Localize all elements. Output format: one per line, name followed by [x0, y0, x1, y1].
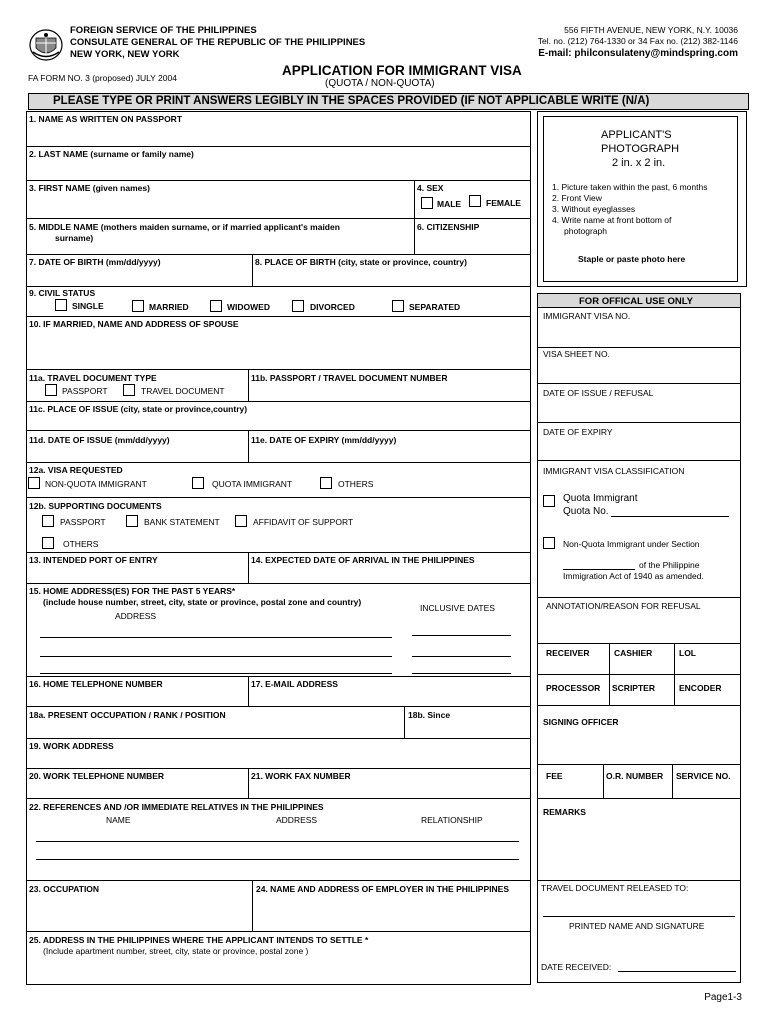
- office-or-number: O.R. NUMBER: [606, 771, 664, 781]
- field-1-label: 1. NAME AS WRITTEN ON PASSPORT: [29, 114, 183, 124]
- field-15-instructions: (include house number, street, city, state or province, postal zone and country): [43, 597, 362, 607]
- form-subtitle: (QUOTA / NON-QUOTA): [325, 78, 435, 89]
- office-printed-name: PRINTED NAME AND SIGNATURE: [569, 921, 705, 931]
- field-22-address-header: ADDRESS: [276, 815, 318, 825]
- office-receiver: RECEIVER: [546, 648, 590, 658]
- field-11c-label: 11c. PLACE OF ISSUE (city, state or province,country): [29, 404, 248, 414]
- field-12a-label: 12a. VISA REQUESTED: [29, 465, 123, 475]
- doc-passport-checkbox[interactable]: [45, 384, 57, 396]
- field-21-label: 21. WORK FAX NUMBER: [251, 771, 351, 781]
- office-released-to: TRAVEL DOCUMENT RELEASED TO:: [541, 883, 689, 893]
- field-10-label: 10. IF MARRIED, NAME AND ADDRESS OF SPOUSE: [29, 319, 239, 329]
- photo-staple-note: Staple or paste photo here: [578, 254, 686, 264]
- civil-separated-label: SEPARATED: [409, 302, 461, 312]
- field-25-label: 25. ADDRESS IN THE PHILIPPINES WHERE THE APPLICANT INTENDS TO SETTLE *: [29, 935, 369, 945]
- photo-instruction-4-cont: photograph: [564, 226, 608, 236]
- field-11a-label: 11a. TRAVEL DOCUMENT TYPE: [29, 373, 157, 383]
- field-15-dates-header: INCLUSIVE DATES: [420, 603, 495, 613]
- form-title: APPLICATION FOR IMMIGRANT VISA: [282, 63, 522, 78]
- field-24-label: 24. NAME AND ADDRESS OF EMPLOYER IN THE PHILIPPINES: [256, 884, 509, 894]
- civil-single-checkbox[interactable]: [55, 299, 67, 311]
- sex-female-label: FEMALE: [486, 198, 521, 208]
- support-passport-label: PASSPORT: [60, 517, 106, 527]
- photo-label-1: APPLICANT'S: [601, 129, 672, 141]
- support-passport-checkbox[interactable]: [42, 515, 54, 527]
- field-25-instructions: (Include apartment number, street, city, state or province, postal zone ): [43, 946, 309, 956]
- office-quota-no: Quota No.: [563, 506, 609, 517]
- civil-separated-checkbox[interactable]: [392, 300, 404, 312]
- dates-line-1[interactable]: [412, 635, 511, 636]
- field-8-label: 8. PLACE OF BIRTH (city, state or province, country): [255, 257, 467, 267]
- form-number: FA FORM NO. 3 (proposed) JULY 2004: [28, 73, 177, 83]
- reference-line-2[interactable]: [36, 859, 519, 860]
- applicant-section: [26, 111, 531, 985]
- reference-line-1[interactable]: [36, 841, 519, 842]
- consulate-email: E-mail: philconsulateny@mindspring.com: [538, 48, 738, 59]
- office-nonquota-section: Non-Quota Immigrant under Section: [563, 539, 700, 549]
- visa-nonquota-checkbox[interactable]: [28, 477, 40, 489]
- field-14-label: 14. EXPECTED DATE OF ARRIVAL IN THE PHILIPPINES: [251, 555, 475, 565]
- office-encoder: ENCODER: [679, 683, 722, 693]
- office-quota-no-line[interactable]: [611, 516, 729, 517]
- field-9-label: 9. CIVIL STATUS: [29, 288, 96, 298]
- office-cashier: CASHIER: [614, 648, 653, 658]
- office-visa-no: IMMIGRANT VISA NO.: [543, 311, 631, 321]
- visa-nonquota-label: NON-QUOTA IMMIGRANT: [45, 479, 147, 489]
- office-sheet-no: VISA SHEET NO.: [543, 349, 610, 359]
- consulate-seal: [28, 28, 64, 62]
- office-processor: PROCESSOR: [546, 683, 601, 693]
- field-20-label: 20. WORK TELEPHONE NUMBER: [29, 771, 165, 781]
- field-15-address-header: ADDRESS: [115, 611, 157, 621]
- field-2-label: 2. LAST NAME (surname or family name): [29, 149, 194, 159]
- office-immigration-act: Immigration Act of 1940 as amended.: [563, 571, 704, 581]
- org-line-1: FOREIGN SERVICE OF THE PHILIPPINES: [70, 25, 257, 36]
- support-bank-checkbox[interactable]: [126, 515, 138, 527]
- photo-instruction-3: 3. Without eyeglasses: [552, 204, 636, 214]
- sex-female-checkbox[interactable]: [469, 195, 481, 207]
- field-11d-label: 11d. DATE OF ISSUE (mm/dd/yyyy): [29, 435, 170, 445]
- office-fee: FEE: [546, 771, 563, 781]
- doc-passport-label: PASSPORT: [62, 386, 108, 396]
- office-date-received-line[interactable]: [618, 971, 736, 972]
- office-remarks: REMARKS: [543, 807, 586, 817]
- field-17-label: 17. E-MAIL ADDRESS: [251, 679, 338, 689]
- civil-divorced-checkbox[interactable]: [292, 300, 304, 312]
- civil-married-label: MARRIED: [149, 302, 189, 312]
- photo-instruction-4: 4. Write name at front bottom of: [552, 215, 672, 225]
- support-affidavit-checkbox[interactable]: [235, 515, 247, 527]
- org-line-3: NEW YORK, NEW YORK: [70, 49, 180, 60]
- office-issue-refusal: DATE OF ISSUE / REFUSAL: [543, 388, 654, 398]
- support-affidavit-label: AFFIDAVIT OF SUPPORT: [253, 517, 354, 527]
- address-line-3[interactable]: [40, 673, 392, 674]
- visa-quota-label: QUOTA IMMIGRANT: [212, 479, 293, 489]
- field-12b-label: 12b. SUPPORTING DOCUMENTS: [29, 501, 162, 511]
- field-11b-label: 11b. PASSPORT / TRAVEL DOCUMENT NUMBER: [251, 373, 448, 383]
- field-13-label: 13. INTENDED PORT OF ENTRY: [29, 555, 158, 565]
- dates-line-2[interactable]: [412, 656, 511, 657]
- field-19-label: 19. WORK ADDRESS: [29, 741, 114, 751]
- office-section-line[interactable]: [563, 569, 635, 570]
- sex-male-checkbox[interactable]: [421, 197, 433, 209]
- support-others-label: OTHERS: [63, 539, 99, 549]
- field-15-label: 15. HOME ADDRESS(ES) FOR THE PAST 5 YEARS*: [29, 586, 236, 596]
- field-22-label: 22. REFERENCES AND /OR IMMEDIATE RELATIVES IN THE PHILIPPINES: [29, 802, 324, 812]
- office-annotation: ANNOTATION/REASON FOR REFUSAL: [546, 601, 701, 611]
- page-number: Page1-3: [704, 992, 742, 1003]
- visa-others-label: OTHERS: [338, 479, 374, 489]
- visa-quota-checkbox[interactable]: [192, 477, 204, 489]
- field-5-label-cont: surname): [55, 233, 94, 243]
- photo-instruction-1: 1. Picture taken within the past, 6 months: [552, 182, 708, 192]
- field-4-label: 4. SEX: [417, 183, 444, 193]
- sex-male-label: MALE: [437, 199, 462, 209]
- field-22-relationship-header: RELATIONSHIP: [421, 815, 483, 825]
- office-lol: LOL: [679, 648, 696, 658]
- org-line-2: CONSULATE GENERAL OF THE REPUBLIC OF THE PHILIPPINES: [70, 37, 366, 48]
- office-service-no: SERVICE NO.: [676, 771, 731, 781]
- field-7-label: 7. DATE OF BIRTH (mm/dd/yyyy): [29, 257, 161, 267]
- photo-instruction-2: 2. Front View: [552, 193, 602, 203]
- office-signature-line[interactable]: [543, 916, 735, 917]
- civil-divorced-label: DIVORCED: [310, 302, 355, 312]
- office-quota-immigrant: Quota Immigrant: [563, 493, 638, 504]
- official-use-title: FOR OFFICAL USE ONLY: [579, 296, 694, 307]
- office-scripter: SCRIPTER: [612, 683, 655, 693]
- civil-widowed-label: WIDOWED: [227, 302, 270, 312]
- office-nonquota-checkbox[interactable]: [543, 537, 555, 549]
- civil-single-label: SINGLE: [72, 301, 104, 311]
- civil-widowed-checkbox[interactable]: [210, 300, 222, 312]
- photo-label-2: PHOTOGRAPH: [601, 143, 680, 155]
- address-line-2[interactable]: [40, 656, 392, 657]
- office-classification: IMMIGRANT VISA CLASSIFICATION: [543, 466, 685, 476]
- office-signing-officer: SIGNING OFFICER: [543, 717, 619, 727]
- doc-travel-checkbox[interactable]: [123, 384, 135, 396]
- field-6-label: 6. CITIZENSHIP: [417, 222, 480, 232]
- office-quota-checkbox[interactable]: [543, 495, 555, 507]
- field-16-label: 16. HOME TELEPHONE NUMBER: [29, 679, 163, 689]
- consulate-tel: Tel. no. (212) 764-1330 or 34 Fax no. (212) 382-1146: [537, 36, 738, 46]
- office-expiry: DATE OF EXPIRY: [543, 427, 613, 437]
- support-others-checkbox[interactable]: [42, 537, 54, 549]
- support-bank-label: BANK STATEMENT: [144, 517, 220, 527]
- dates-line-3[interactable]: [412, 673, 511, 674]
- address-line-1[interactable]: [40, 637, 392, 638]
- office-of-philippine: of the Philippine: [639, 560, 700, 570]
- field-11e-label: 11e. DATE OF EXPIRY (mm/dd/yyyy): [251, 435, 397, 445]
- office-date-received: DATE RECEIVED:: [541, 962, 612, 972]
- field-18a-label: 18a. PRESENT OCCUPATION / RANK / POSITION: [29, 710, 226, 720]
- civil-married-checkbox[interactable]: [132, 300, 144, 312]
- instruction-text: PLEASE TYPE OR PRINT ANSWERS LEGIBLY IN THE SPACES PROVIDED (IF NOT APPLICABLE WRITE (N/A): [53, 95, 650, 107]
- doc-travel-label: TRAVEL DOCUMENT: [141, 386, 225, 396]
- photo-label-3: 2 in. x 2 in.: [612, 157, 666, 169]
- consulate-address: 556 FIFTH AVENUE, NEW YORK, N.Y. 10036: [564, 25, 738, 35]
- visa-others-checkbox[interactable]: [320, 477, 332, 489]
- field-5-label: 5. MIDDLE NAME (mothers maiden surname, or if married applicant's maiden: [29, 222, 340, 232]
- field-3-label: 3. FIRST NAME (given names): [29, 183, 150, 193]
- field-23-label: 23. OCCUPATION: [29, 884, 100, 894]
- field-22-name-header: NAME: [106, 815, 131, 825]
- field-18b-label: 18b. Since: [408, 710, 451, 720]
